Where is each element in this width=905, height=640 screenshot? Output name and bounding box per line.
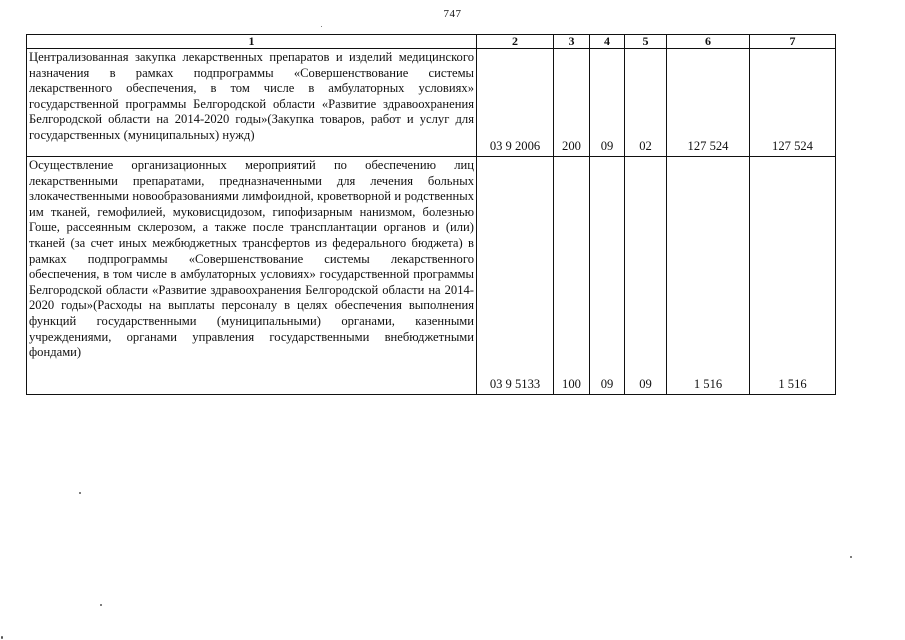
row-description: Централизованная закупка лекарственных препаратов и изделий медицинского назначения в рамках подпрограммы «Совершенствование системы лекарственного обеспечения, в том числе в амбулаторных условиях» государственной программы Белгородской области «Развитие здравоохранения Белгородской области на 2014-2020 годы»(Закупка товаров, работ и услуг для государственных (муниципальных) нужд) bbox=[27, 49, 477, 157]
row-col-5: 09 bbox=[625, 157, 667, 395]
row-col-7: 1 516 bbox=[750, 157, 836, 395]
scan-speck bbox=[321, 26, 322, 27]
column-header-4: 4 bbox=[590, 35, 625, 49]
scan-speck bbox=[100, 604, 102, 606]
column-header-6: 6 bbox=[667, 35, 750, 49]
table-row bbox=[27, 157, 836, 395]
row-code: 03 9 5133 bbox=[477, 157, 554, 395]
row-code: 03 9 2006 bbox=[477, 49, 554, 157]
row-col-7: 127 524 bbox=[750, 49, 836, 157]
header-row bbox=[27, 35, 836, 49]
row-col-4: 09 bbox=[590, 49, 625, 157]
table-row bbox=[27, 49, 836, 157]
budget-table bbox=[26, 34, 836, 395]
scan-speck bbox=[79, 492, 81, 494]
row-col-5: 02 bbox=[625, 49, 667, 157]
column-header-2: 2 bbox=[477, 35, 554, 49]
column-header-5: 5 bbox=[625, 35, 667, 49]
scan-speck bbox=[1, 636, 3, 639]
row-col-6: 127 524 bbox=[667, 49, 750, 157]
column-header-1: 1 bbox=[27, 35, 477, 49]
page-number: 747 bbox=[443, 8, 462, 20]
column-header-7: 7 bbox=[750, 35, 836, 49]
column-header-3: 3 bbox=[554, 35, 590, 49]
scan-speck bbox=[850, 556, 852, 558]
row-col-4: 09 bbox=[590, 157, 625, 395]
row-description: Осуществление организационных мероприятий по обеспечению лиц лекарственными препаратами, предназначенными для лечения больных злокачественными новообразованиями лимфоидной, кроветворной и родственных им тканей, гемофилией, муковисцидозом, гипофизарным нанизмом, болезнью Гоше, рассеянным склерозом, а также после трансплантации органов и (или) тканей (за счет иных межбюджетных трансфертов из федерального бюджета) в рамках подпрограммы «Совершенствование системы лекарственного обеспечения, в том числе в амбулаторных условиях» государственной программы Белгородской области «Развитие здравоохранения Белгородской области на 2014-2020 годы»(Расходы на выплаты персоналу в целях обеспечения выполнения функций государственными (муниципальными) органами, казенными учреждениями, органами управления государственными внебюджетными фондами) bbox=[27, 157, 477, 395]
row-col-6: 1 516 bbox=[667, 157, 750, 395]
row-col-3: 200 bbox=[554, 49, 590, 157]
row-col-3: 100 bbox=[554, 157, 590, 395]
